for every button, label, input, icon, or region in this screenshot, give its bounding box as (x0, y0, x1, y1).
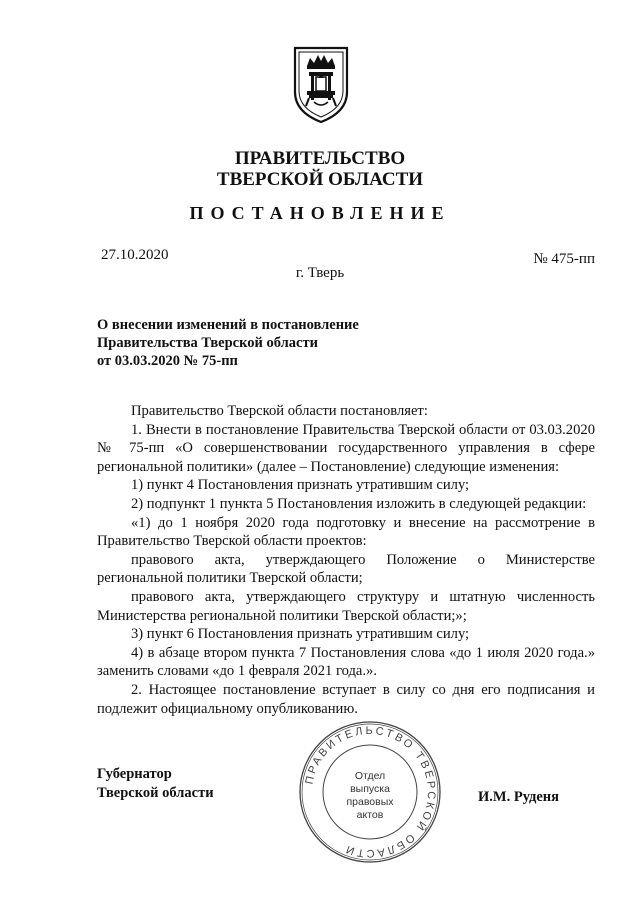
body-paragraph-subitem-3: 3) пункт 6 Постановления признать утратившим силу; (131, 626, 470, 643)
stamp-inner-line-3: правовых (346, 796, 394, 808)
government-title-line-2: ТВЕРСКОЙ ОБЛАСТИ (216, 169, 424, 190)
body-paragraph-subitem-4: 4) в абзаце втором пункта 7 Постановления слова «до 1 июля 2020 года.» заменить словами «до 1 февраля 2021 года.». (97, 644, 595, 680)
document-body (97, 402, 595, 718)
stamp-inner-line-2: выпуска (350, 783, 390, 795)
body-paragraph-quote-3: правового акта, утверждающего структуру и штатную численность Министерства региональной политики Тверской области;»; (97, 588, 595, 624)
coat-of-arms-icon (292, 44, 350, 124)
signatory-title (97, 765, 214, 803)
signatory-title-line-2: Тверской области (97, 785, 214, 801)
government-title-line-1: ПРАВИТЕЛЬСТВО (234, 148, 406, 169)
subject-line-3: от 03.03.2020 № 75-пп (97, 353, 238, 369)
signatory-name: И.М. Руденя (478, 789, 560, 805)
document-type-title: ПОСТАНОВЛЕНИЕ (189, 203, 451, 223)
document-number: № 475-пп (533, 251, 595, 267)
document-date: 27.10.2020 (101, 247, 169, 263)
subject-line-1: О внесении изменений в постановление (97, 317, 359, 333)
stamp-inner-text (296, 770, 444, 822)
body-paragraph-intro: Правительство Тверской области постановляет: (131, 403, 428, 419)
body-paragraph-item-2: 2. Настоящее постановление вступает в силу со дня его подписания и подлежит официальному опубликованию. (97, 681, 595, 717)
body-paragraph-quote-2: правового акта, утверждающего Положение о Министерстве региональной политики Тверской области; (97, 551, 595, 587)
document-city: г. Тверь (295, 265, 345, 281)
document-subject (97, 316, 359, 370)
subject-line-2: Правительства Тверской области (97, 335, 318, 351)
svg-text:ПРАВИТЕЛЬСТВО ТВЕРСКОЙ ОБЛАСТИ: ПРАВИТЕЛЬСТВО ТВЕРСКОЙ ОБЛАСТИ (303, 724, 438, 860)
stamp-inner-line-4: актов (356, 809, 384, 821)
body-paragraph-item-1: 1. Внести в постановление Правительства Тверской области от 03.03.2020 № 75-пп «О совершенствовании государственного управления в сфере региональной политики» (далее – Постановление) следующие изменения: (97, 421, 595, 475)
body-paragraph-subitem-1: 1) пункт 4 Постановления признать утратившим силу; (131, 477, 470, 494)
body-paragraph-quote-1: «1) до 1 ноября 2020 года подготовку и внесение на рассмотрение в Правительство Тверской области проектов: (97, 514, 595, 550)
signatory-title-line-1: Губернатор (97, 766, 172, 782)
stamp-inner-line-1: Отдел (354, 770, 386, 782)
body-paragraph-subitem-2: 2) подпункт 1 пункта 5 Постановления изложить в следующей редакции: (131, 495, 587, 512)
